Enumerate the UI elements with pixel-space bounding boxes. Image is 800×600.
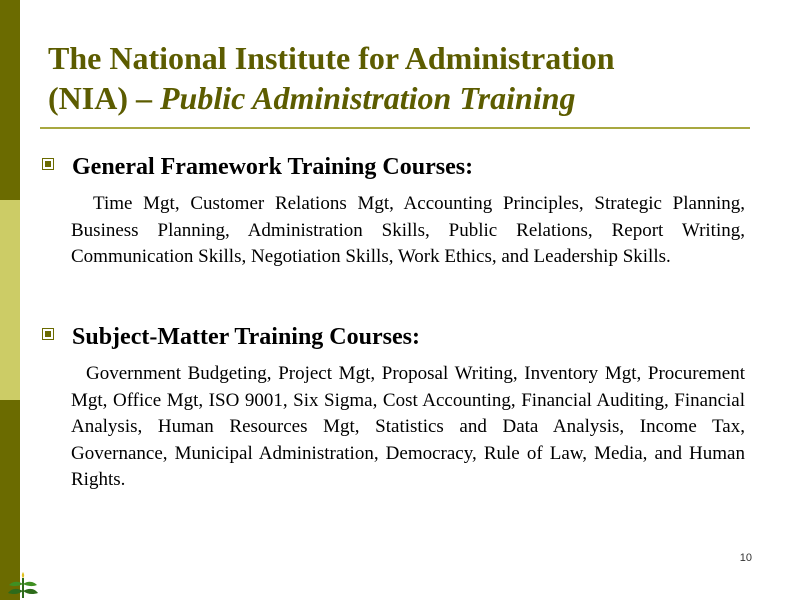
sprout-logo-icon <box>6 568 40 598</box>
title-line-2 <box>48 78 748 118</box>
square-bullet-icon <box>42 328 54 340</box>
slide-title <box>48 38 748 118</box>
square-bullet-icon <box>42 158 54 170</box>
section-body-general: Time Mgt, Customer Relations Mgt, Accounting Principles, Strategic Planning, Business Planning, Administration Skills, Public Relations, Report Writing, Communication Skills, Negotiation Skills, Work Ethics, and Leadership Skills. <box>71 193 745 267</box>
left-band-middle <box>0 200 20 400</box>
page-number: 10 <box>739 552 752 564</box>
section-heading-general: General Framework Training Courses: <box>72 154 474 180</box>
title-line-2-italic: Public Administration Training <box>159 80 576 116</box>
title-line-2-plain: (NIA) – <box>48 80 160 116</box>
left-band-top <box>0 0 20 200</box>
title-divider <box>40 127 750 129</box>
section-heading-subject-matter: Subject-Matter Training Courses: <box>72 324 420 350</box>
title-line-1: The National Institute for Administration <box>48 40 615 76</box>
section-body-subject-matter: Government Budgeting, Project Mgt, Proposal Writing, Inventory Mgt, Procurement Mgt, Office Mgt, ISO 9001, Six Sigma, Cost Accounting, Financial Auditing, Financial Analysis, Human Resources Mgt, Statistics and Data Analysis, Income Tax, Governance, Municipal Administration, Democracy, Rule of Law, Media, and Human Rights. <box>71 363 745 490</box>
